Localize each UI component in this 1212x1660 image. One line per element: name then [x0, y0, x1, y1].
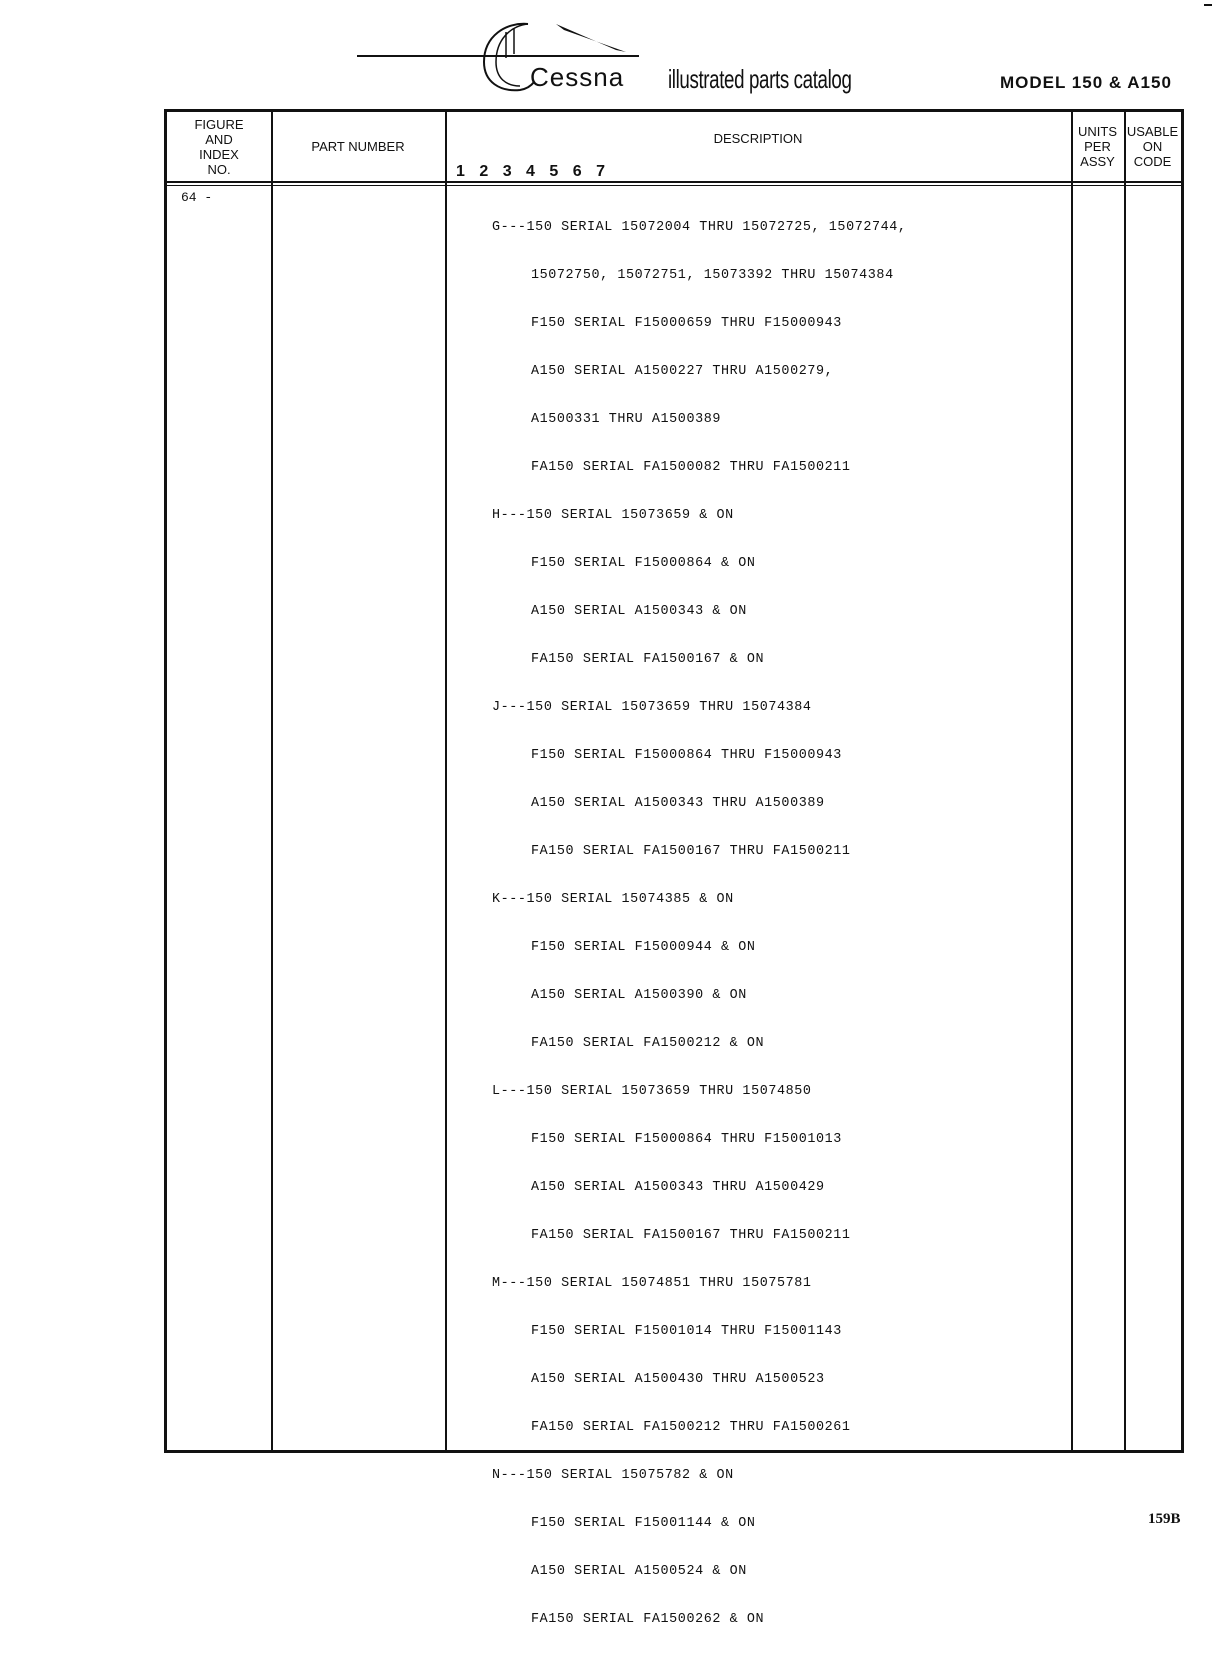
column-divider [1071, 112, 1073, 1450]
column-header-usable-label: USABLE ON CODE [1126, 124, 1179, 169]
description-line: K---150 SERIAL 15074385 & ON [492, 892, 734, 907]
column-header-part-number [271, 112, 445, 181]
column-divider [445, 112, 447, 1450]
description-line: J---150 SERIAL 15073659 THRU 15074384 [492, 700, 812, 715]
description-line: A150 SERIAL A1500343 THRU A1500429 [531, 1180, 825, 1195]
description-line: FA150 SERIAL FA1500167 THRU FA1500211 [531, 844, 851, 859]
description-line: F150 SERIAL F15001144 & ON [531, 1516, 756, 1531]
column-header-figure [167, 112, 271, 181]
description-line: FA150 SERIAL FA1500167 THRU FA1500211 [531, 1228, 851, 1243]
description-line: FA150 SERIAL FA1500212 & ON [531, 1036, 765, 1051]
indent-scale: 1 2 3 4 5 6 7 [456, 163, 610, 180]
model-title: MODEL 150 & A150 [1000, 73, 1172, 92]
column-header-units [1071, 112, 1124, 181]
column-header-part-number-label: PART NUMBER [311, 139, 405, 154]
column-header-usable [1124, 112, 1181, 181]
description-line: FA150 SERIAL FA1500262 & ON [531, 1612, 765, 1627]
description-line: F150 SERIAL F15000659 THRU F15000943 [531, 316, 842, 331]
description-list [492, 188, 907, 1660]
description-line: N---150 SERIAL 15075782 & ON [492, 1468, 734, 1483]
description-line: F150 SERIAL F15000864 & ON [531, 556, 756, 571]
description-line: A150 SERIAL A1500524 & ON [531, 1564, 747, 1579]
brand-wordmark: Cessna [530, 62, 625, 92]
description-line: A150 SERIAL A1500430 THRU A1500523 [531, 1372, 825, 1387]
column-divider [271, 112, 273, 1450]
description-line: G---150 SERIAL 15072004 THRU 15072725, 15072744, [492, 220, 907, 235]
description-line: A150 SERIAL A1500343 & ON [531, 604, 747, 619]
header-rule-secondary [167, 185, 1181, 186]
page-number: 159B [1148, 1511, 1181, 1527]
description-line: F150 SERIAL F15000864 THRU F15000943 [531, 748, 842, 763]
catalog-title: illustrated parts catalog [668, 64, 852, 94]
column-header-description-label: DESCRIPTION [713, 131, 803, 146]
description-line: FA150 SERIAL FA1500212 THRU FA1500261 [531, 1420, 851, 1435]
corner-mark [1204, 4, 1212, 6]
header-rule [167, 181, 1181, 183]
column-header-figure-label: FIGURE AND INDEX NO. [194, 116, 244, 177]
column-header-units-label: UNITS PER ASSY [1078, 124, 1117, 169]
description-line: F150 SERIAL F15001014 THRU F15001143 [531, 1324, 842, 1339]
description-line: A1500331 THRU A1500389 [531, 412, 721, 427]
description-line: A150 SERIAL A1500343 THRU A1500389 [531, 796, 825, 811]
description-line: M---150 SERIAL 15074851 THRU 15075781 [492, 1276, 812, 1291]
figure-index-number: 64 - [181, 190, 213, 205]
description-line: H---150 SERIAL 15073659 & ON [492, 508, 734, 523]
description-line: F150 SERIAL F15000864 THRU F15001013 [531, 1132, 842, 1147]
description-line: FA150 SERIAL FA1500167 & ON [531, 652, 765, 667]
description-line: A150 SERIAL A1500227 THRU A1500279, [531, 364, 834, 379]
column-divider [1124, 112, 1126, 1450]
description-line: A150 SERIAL A1500390 & ON [531, 988, 747, 1003]
description-line: 15072750, 15072751, 15073392 THRU 15074384 [531, 268, 894, 283]
description-line: L---150 SERIAL 15073659 THRU 15074850 [492, 1084, 812, 1099]
description-line: F150 SERIAL F15000944 & ON [531, 940, 756, 955]
description-line: FA150 SERIAL FA1500082 THRU FA1500211 [531, 460, 851, 475]
page-header [0, 0, 1212, 105]
